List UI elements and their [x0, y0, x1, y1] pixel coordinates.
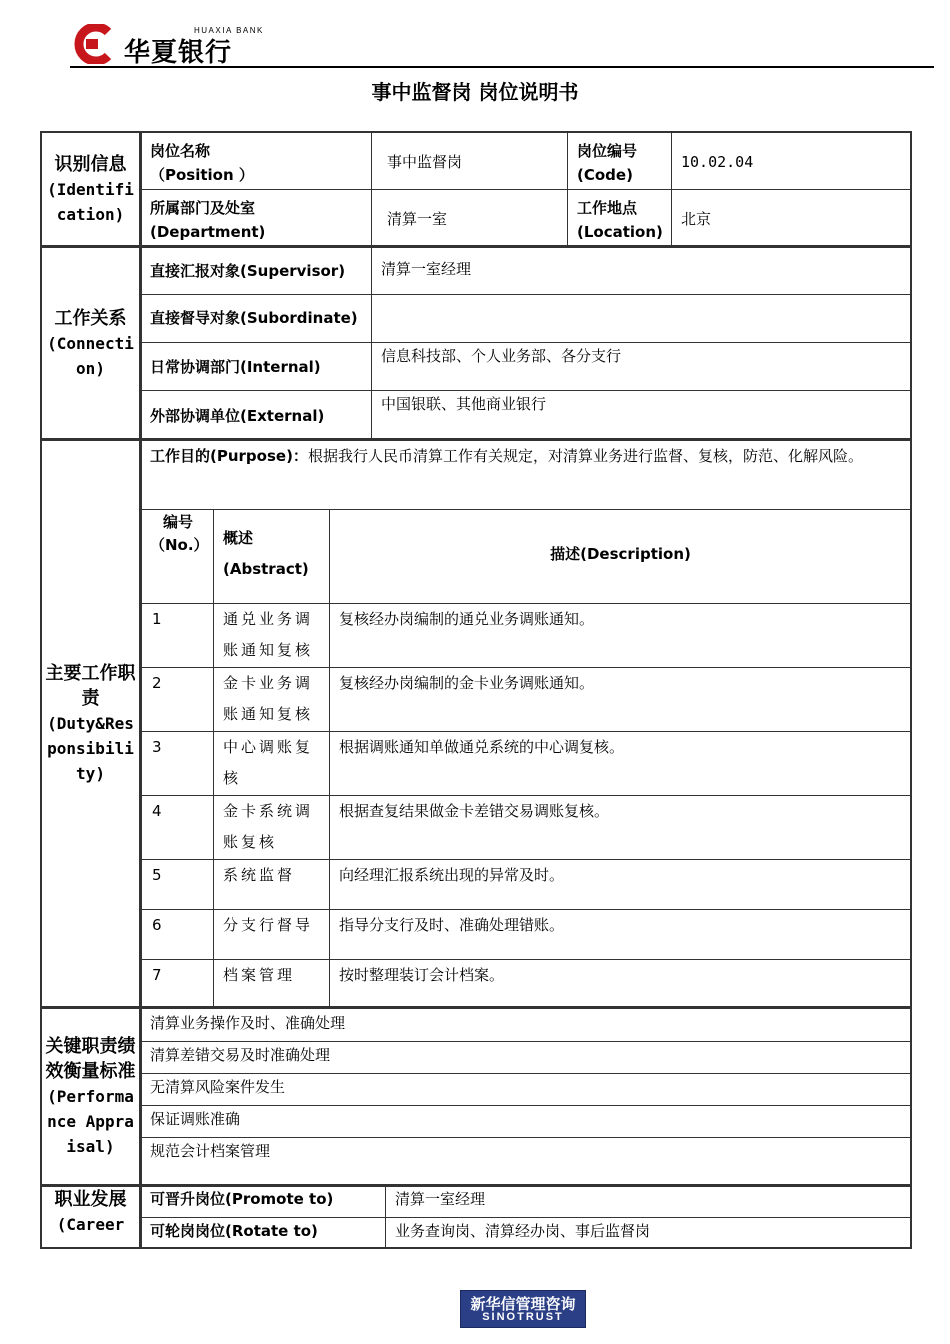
subordinate-label: 直接督导对象(Subordinate): [150, 309, 358, 327]
connection-label: 工作关系 (Connection): [42, 248, 142, 438]
page-header: [70, 20, 934, 68]
location-label: 工作地点 (Location): [577, 199, 663, 241]
performance-label: 关键职责绩效衡量标准 (Performance Appraisal): [42, 1009, 142, 1184]
identification-label: 识别信息 (Identification): [42, 133, 142, 245]
col-abstract-header: 概述(Abstract): [223, 529, 309, 578]
duty-item-no: 5: [152, 866, 162, 884]
duty-item-description: 根据调账通知单做通兑系统的中心调复核。: [339, 738, 625, 756]
duty-item-description: 向经理汇报系统出现的异常及时。: [339, 866, 565, 884]
supervisor-label: 直接汇报对象(Supervisor): [150, 262, 346, 280]
duty-item-description: 按时整理装订会计档案。: [339, 966, 505, 984]
duty-item-abstract: 系统监督: [223, 866, 296, 884]
rotate-value: 业务查询岗、清算经办岗、事后监督岗: [395, 1222, 651, 1240]
duty-item-description: 复核经办岗编制的通兑业务调账通知。: [339, 610, 595, 628]
duty-item-abstract: 档案管理: [223, 966, 296, 984]
internal-value: 信息科技部、个人业务部、各分支行: [381, 347, 622, 365]
duty-item-no: 7: [152, 966, 162, 984]
performance-item: 无清算风险案件发生: [150, 1078, 286, 1096]
connection-section: [40, 246, 912, 440]
duty-item-no: 1: [152, 610, 162, 628]
duty-item-description: 复核经办岗编制的金卡业务调账通知。: [339, 674, 595, 692]
performance-item: 保证调账准确: [150, 1110, 241, 1128]
performance-item: 清算业务操作及时、准确处理: [150, 1014, 346, 1032]
duty-item-abstract: 通兑业务调账通知复核: [223, 610, 314, 659]
position-label: 岗位名称 （Position ）: [150, 142, 254, 184]
department-value: 清算一室: [387, 210, 448, 228]
duty-item-abstract: 金卡系统调账复核: [223, 802, 314, 851]
position-value: 事中监督岗: [387, 153, 463, 171]
promote-label: 可晋升岗位(Promote to): [150, 1190, 334, 1208]
bank-name-cn: 华夏银行: [124, 38, 233, 68]
duty-item-abstract: 中心调账复核: [223, 738, 314, 787]
page-title: 事中监督岗 岗位说明书: [371, 80, 579, 104]
col-description-header: 描述(Description): [550, 545, 691, 563]
duty-item-description: 根据查复结果做金卡差错交易调账复核。: [339, 802, 610, 820]
duty-item-abstract: 金卡业务调账通知复核: [223, 674, 314, 723]
external-value: 中国银联、其他商业银行: [381, 395, 547, 413]
promote-value: 清算一室经理: [395, 1190, 486, 1208]
col-no-header: 编号（No.）: [150, 513, 209, 554]
performance-item: 清算差错交易及时准确处理: [150, 1046, 331, 1064]
external-label: 外部协调单位(External): [150, 407, 325, 425]
duty-item-description: 指导分支行及时、准确处理错账。: [339, 916, 565, 934]
duty-item-no: 2: [152, 674, 162, 692]
footer-en: SINOTRUST: [482, 1311, 564, 1323]
career-section: [40, 1185, 912, 1249]
career-label: 职业发展 (Career: [42, 1187, 142, 1247]
duty-label: 主要工作职责 (Duty&Responsibility): [42, 441, 142, 1006]
huaxia-bank-logo-icon: [70, 24, 116, 64]
duty-section: [40, 439, 912, 1008]
location-value: 北京: [681, 210, 712, 228]
performance-section: [40, 1007, 912, 1186]
department-label: 所属部门及处室 (Department): [150, 199, 266, 241]
duty-item-no: 4: [152, 802, 162, 820]
supervisor-value: 清算一室经理: [381, 260, 472, 278]
code-value: 10.02.04: [681, 153, 754, 171]
code-label: 岗位编号 (Code): [577, 142, 638, 184]
purpose-text: [142, 441, 910, 472]
duty-item-abstract: 分支行督导: [223, 916, 314, 934]
duty-item-no: 3: [152, 738, 162, 756]
footer-cn: 新华信管理咨询: [470, 1295, 576, 1313]
internal-label: 日常协调部门(Internal): [150, 358, 321, 376]
purpose-label: 工作目的(Purpose)：: [150, 447, 308, 465]
purpose-content: 根据我行人民币清算工作有关规定，对清算业务进行监督、复核，防范、化解风险。: [307, 447, 863, 465]
rotate-label: 可轮岗岗位(Rotate to): [150, 1222, 318, 1240]
duty-item-no: 6: [152, 916, 162, 934]
sinotrust-logo: [460, 1290, 586, 1328]
identification-section: [40, 131, 912, 247]
bank-name-en: HUAXIA BANK: [194, 26, 264, 35]
performance-item: 规范会计档案管理: [150, 1142, 271, 1160]
